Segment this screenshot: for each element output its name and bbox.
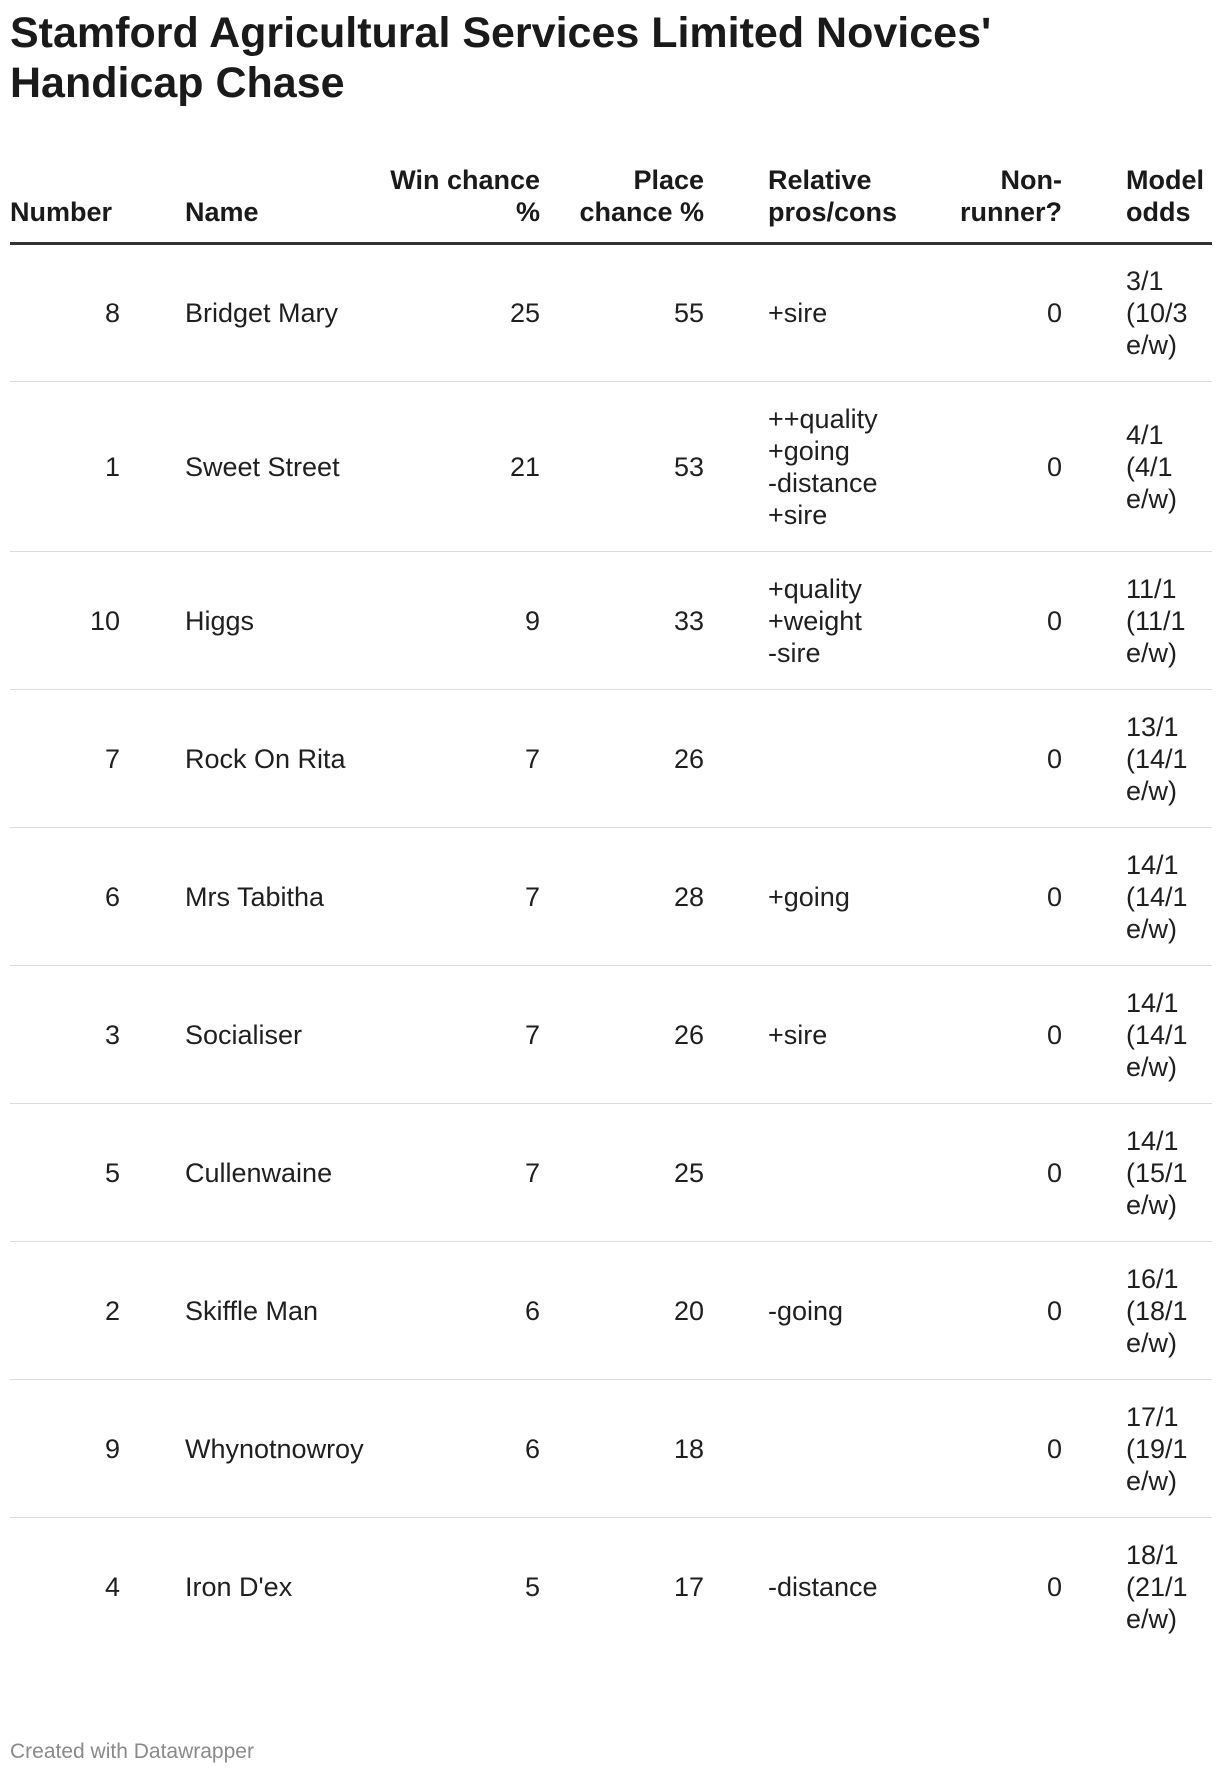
cell-spacer — [1062, 1380, 1126, 1518]
cell-name: Bridget Mary — [185, 244, 365, 382]
table-row — [10, 1380, 1212, 1518]
cell-name: Mrs Tabitha — [185, 828, 365, 966]
page-title: Stamford Agricultural Services Limited Novices' Handicap Chase — [10, 9, 992, 107]
cell-name: Higgs — [185, 552, 365, 690]
cell-model-odds — [1126, 690, 1212, 828]
model-odds-line: e/w) — [1126, 1189, 1178, 1220]
pros-cons-item: ++quality — [768, 403, 878, 434]
cell-spacer — [1062, 1242, 1126, 1380]
cell-spacer — [120, 1518, 185, 1656]
cell-name: Skiffle Man — [185, 1242, 365, 1380]
cell-win-chance: 7 — [365, 690, 540, 828]
header-model-odds[interactable]: Model odds — [1126, 160, 1212, 244]
cell-model-odds — [1126, 1518, 1212, 1656]
model-odds-line: e/w) — [1126, 1051, 1178, 1082]
header-non-runner[interactable]: Non-runner? — [928, 160, 1062, 244]
cell-relative-pros-cons — [768, 1242, 928, 1380]
cell-name: Sweet Street — [185, 382, 365, 552]
cell-win-chance: 25 — [365, 244, 540, 382]
table-header — [10, 160, 1212, 244]
model-odds-line: (10/3 — [1126, 298, 1188, 328]
pros-cons-item: -sire — [768, 637, 821, 668]
model-odds-line: (14/1 — [1126, 1019, 1188, 1050]
cell-non-runner: 0 — [928, 1104, 1062, 1242]
cell-spacer — [704, 690, 768, 828]
pros-cons-item: +weight — [768, 605, 862, 636]
table-row — [10, 552, 1212, 690]
pros-cons-item: +sire — [768, 499, 828, 530]
cell-spacer — [120, 382, 185, 552]
cell-win-chance: 6 — [365, 1380, 540, 1518]
cell-spacer — [1062, 552, 1126, 690]
cell-relative-pros-cons — [768, 828, 928, 966]
model-odds-line: 3/1 — [1126, 266, 1164, 296]
model-odds-line: e/w) — [1126, 483, 1178, 514]
cell-number: 7 — [10, 690, 120, 828]
model-odds-line: 14/1 — [1126, 987, 1179, 1018]
model-odds-line: 13/1 — [1126, 711, 1179, 742]
cell-relative-pros-cons — [768, 966, 928, 1104]
cell-relative-pros-cons — [768, 1380, 928, 1518]
model-odds-line: e/w) — [1126, 330, 1178, 360]
cell-place-chance: 20 — [540, 1242, 704, 1380]
cell-model-odds — [1126, 828, 1212, 966]
model-odds-line: e/w) — [1126, 775, 1178, 806]
table-body — [10, 244, 1212, 1656]
model-odds-line: 16/1 — [1126, 1263, 1179, 1294]
cell-spacer — [704, 244, 768, 382]
cell-model-odds — [1126, 966, 1212, 1104]
model-odds-line: e/w) — [1126, 1465, 1178, 1496]
cell-name: Cullenwaine — [185, 1104, 365, 1242]
pros-cons-item: +quality — [768, 573, 862, 604]
model-odds-line: (14/1 — [1126, 881, 1188, 912]
cell-place-chance: 17 — [673, 1571, 704, 1602]
cell-spacer — [120, 1242, 185, 1380]
runners-table — [10, 160, 1212, 1656]
model-odds-line: e/w) — [1126, 1327, 1178, 1358]
cell-non-runner: 0 — [928, 244, 1062, 382]
cell-number: 10 — [10, 552, 120, 690]
model-odds-line: 18/1 — [1126, 1539, 1179, 1570]
model-odds-line: (14/1 — [1126, 743, 1188, 774]
model-odds-line: 14/1 — [1126, 1125, 1179, 1156]
cell-place-chance: 18 — [540, 1380, 704, 1518]
model-odds-line: e/w) — [1126, 637, 1178, 668]
cell-number: 2 — [10, 1242, 120, 1380]
pros-cons-item: -distance — [768, 467, 878, 498]
footer-credit: Created with Datawrapper — [10, 1740, 254, 1763]
pros-cons-item: +sire — [768, 298, 828, 328]
cell-spacer — [704, 1242, 768, 1380]
table-row — [10, 828, 1212, 966]
cell-spacer — [120, 1104, 185, 1242]
cell-number: 1 — [10, 382, 120, 552]
cell-win-chance: 5 — [524, 1571, 540, 1602]
cell-number: 9 — [10, 1380, 120, 1518]
cell-spacer — [704, 828, 768, 966]
model-odds-line: 11/1 — [1126, 573, 1177, 604]
cell-spacer — [1062, 244, 1126, 382]
table-row — [10, 244, 1212, 382]
cell-place-chance: 28 — [540, 828, 704, 966]
cell-spacer — [120, 244, 185, 382]
model-odds-line: 4/1 — [1126, 419, 1164, 450]
header-row — [10, 160, 1212, 244]
header-number[interactable]: Number — [10, 160, 120, 244]
model-odds-line: e/w) — [1126, 1603, 1178, 1634]
model-odds-line: (21/1 — [1126, 1571, 1188, 1602]
table-row — [10, 1104, 1212, 1242]
cell-place-chance: 55 — [540, 244, 704, 382]
cell-number: 3 — [10, 966, 120, 1104]
cell-spacer — [704, 966, 768, 1104]
pros-cons-item: +going — [768, 435, 850, 466]
cell-spacer — [1062, 1104, 1126, 1242]
table-row — [10, 1518, 1212, 1656]
cell-spacer — [704, 552, 768, 690]
cell-win-chance: 9 — [365, 552, 540, 690]
model-odds-line: 17/1 — [1126, 1401, 1179, 1432]
cell-name: Socialiser — [185, 966, 365, 1104]
cell-relative-pros-cons — [768, 552, 928, 690]
cell-win-chance: 7 — [365, 966, 540, 1104]
cell-spacer — [120, 828, 185, 966]
cell-place-chance: 26 — [540, 966, 704, 1104]
cell-spacer — [704, 382, 768, 552]
cell-non-runner: 0 — [928, 552, 1062, 690]
cell-model-odds — [1126, 244, 1212, 382]
header-spacer — [1062, 160, 1126, 244]
model-odds-line: (18/1 — [1126, 1295, 1188, 1326]
model-odds-line: (19/1 — [1126, 1433, 1188, 1464]
cell-relative-pros-cons — [768, 690, 928, 828]
cell-win-chance: 7 — [365, 828, 540, 966]
cell-model-odds — [1126, 1242, 1212, 1380]
cell-relative-pros-cons — [768, 244, 928, 382]
cell-place-chance: 26 — [540, 690, 704, 828]
cell-place-chance: 25 — [540, 1104, 704, 1242]
header-place-chance[interactable]: Place chance % — [540, 160, 704, 244]
cell-spacer — [120, 690, 185, 828]
cell-model-odds — [1126, 552, 1212, 690]
model-odds-line: e/w) — [1126, 913, 1178, 944]
cell-name: Whynotnowroy — [185, 1380, 365, 1518]
cell-relative-pros-cons — [768, 1518, 928, 1656]
cell-number: 8 — [10, 244, 120, 382]
cell-number: 4 — [104, 1571, 120, 1602]
cell-win-chance: 6 — [365, 1242, 540, 1380]
cell-place-chance: 33 — [540, 552, 704, 690]
cell-model-odds — [1126, 1104, 1212, 1242]
cell-spacer — [120, 552, 185, 690]
cell-name: Iron D'ex — [185, 1571, 293, 1602]
table-row — [10, 1242, 1212, 1380]
cell-spacer — [704, 1518, 768, 1656]
cell-win-chance: 21 — [365, 382, 540, 552]
cell-model-odds — [1126, 382, 1212, 552]
cell-non-runner: 0 — [928, 1242, 1062, 1380]
pros-cons-item: +sire — [768, 1019, 828, 1050]
model-odds-line: 14/1 — [1126, 849, 1179, 880]
cell-non-runner: 0 — [928, 690, 1062, 828]
cell-win-chance: 7 — [365, 1104, 540, 1242]
cell-non-runner: 0 — [928, 966, 1062, 1104]
cell-non-runner: 0 — [928, 828, 1062, 966]
cell-spacer — [704, 1380, 768, 1518]
header-name[interactable]: Name — [185, 160, 365, 244]
cell-spacer — [120, 966, 185, 1104]
pros-cons-item: -going — [768, 1295, 844, 1326]
runners-table-container — [10, 160, 1212, 1656]
header-win-chance[interactable]: Win chance % — [365, 160, 540, 244]
cell-spacer — [1062, 690, 1126, 828]
model-odds-line: (15/1 — [1126, 1157, 1188, 1188]
model-odds-line: (11/1 — [1126, 605, 1186, 636]
cell-spacer — [120, 1380, 185, 1518]
cell-name: Rock On Rita — [185, 690, 365, 828]
pros-cons-item: -distance — [768, 1571, 878, 1602]
pros-cons-item: +going — [768, 881, 850, 912]
cell-spacer — [1062, 966, 1126, 1104]
header-spacer — [704, 160, 768, 244]
table-row — [10, 966, 1212, 1104]
cell-spacer — [1062, 1518, 1126, 1656]
cell-spacer — [1062, 382, 1126, 552]
cell-non-runner: 0 — [928, 382, 1062, 552]
header-relative-pros-cons[interactable]: Relative pros/cons — [768, 160, 928, 244]
cell-number: 5 — [10, 1104, 120, 1242]
cell-relative-pros-cons — [768, 1104, 928, 1242]
cell-non-runner: 0 — [1046, 1571, 1062, 1602]
table-row — [10, 382, 1212, 552]
cell-relative-pros-cons — [768, 382, 928, 552]
header-spacer — [120, 160, 185, 244]
cell-spacer — [1062, 828, 1126, 966]
cell-number: 6 — [10, 828, 120, 966]
table-row — [10, 690, 1212, 828]
cell-non-runner: 0 — [928, 1380, 1062, 1518]
cell-place-chance: 53 — [540, 382, 704, 552]
cell-spacer — [704, 1104, 768, 1242]
model-odds-line: (4/1 — [1126, 451, 1173, 482]
cell-model-odds — [1126, 1380, 1212, 1518]
